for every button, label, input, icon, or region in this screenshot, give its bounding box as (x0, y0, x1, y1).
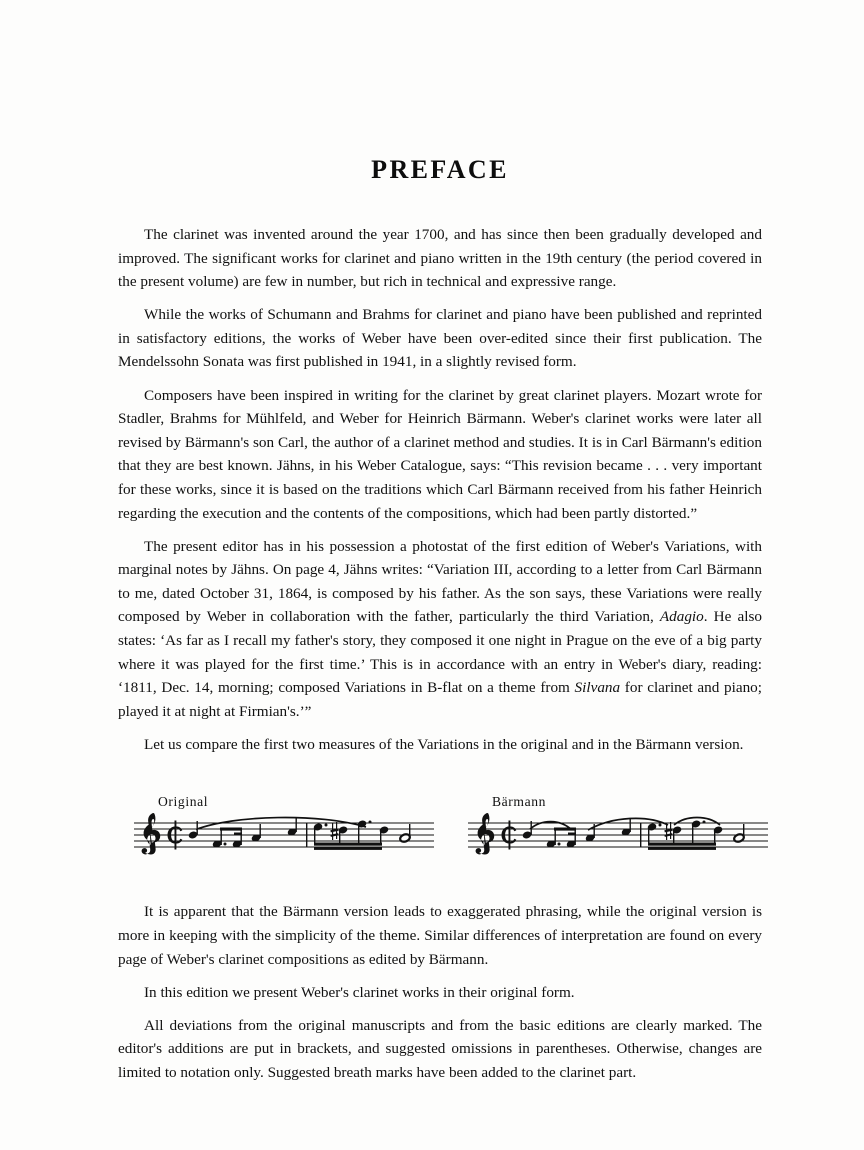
barline-1 (640, 823, 641, 847)
music-example-label: Original (158, 794, 209, 810)
paragraph-7: In this edition we present Weber's clarinet works in their original form. (144, 983, 575, 1001)
staff-baermann (468, 813, 768, 857)
paragraph-8: All deviations from the original manuscripts and from the basic editions are clearly marked. The editor's additions are put in brackets, and suggested omissions in parentheses. Otherwise, changes are limited to notation only. Suggested breath marks have been added to the clarinet part. (118, 1016, 762, 1082)
staff-original (134, 813, 434, 857)
paragraph-5: Let us compare the first two measures of the Variations in the original and in the Bärmann version. (144, 735, 744, 753)
page-content (118, 0, 762, 1094)
paragraph-3: Composers have been inspired in writing for the clarinet by great clarinet players. Mozart wrote for Stadler, Brahms for Mühlfeld, and Weber for Heinrich Bärmann. Weber's clarinet works were later all revised by Bärmann's son Carl, the author of a clarinet method and studies. It is in Carl Bärmann's edition that they are best known. Jähns, in his Weber Catalogue, says: “This revision became . . . very important for these works, since it is based on the traditions which Carl Bärmann received from his father Heinrich regarding the execution and the contents of the compositions, which had been partly distorted.” (118, 386, 762, 522)
half-note (733, 824, 745, 843)
measure-1b-notes (287, 818, 298, 837)
paragraph-1: The clarinet was invented around the year 1700, and has since then been gradually developed and improved. The significant works for clarinet and piano written in the 19th century (the period covered in the present volume) are few in number, but rich in technical and expressive range. (118, 226, 762, 291)
sharp-accidental (330, 822, 338, 840)
paragraph-6: It is apparent that the Bärmann version leads to exaggerated phrasing, while the original version is more in keeping with the simplicity of the theme. Similar differences of interpretation are found on every page of Weber's clarinet compositions as edited by Bärmann. (118, 903, 762, 968)
work-title: Adagio (659, 608, 704, 626)
music-example-baermann (468, 794, 768, 857)
paragraph-2: While the works of Schumann and Brahms for clarinet and piano have been published and reprinted in satisfactory editions, the works of Weber have been over-edited since their first publication. The Mendelssohn Sonata was first published in 1941, in a slightly revised form. (118, 306, 762, 371)
half-note (399, 824, 411, 843)
barline-1 (306, 823, 307, 847)
treble-clef-icon (476, 813, 495, 855)
music-example-label: Bärmann (492, 794, 547, 810)
treble-clef-icon (142, 813, 161, 855)
paragraph-4: The present editor has in his possession a photostat of the first edition of Weber's Variations, with marginal notes by Jähns. On page 4, Jähns writes: “Variation III, according to a letter from Carl Bärmann to me, dated October 31, 1864, is composed by his father. As the son says, these Variations were really composed by Weber in collaboration with the father, particularly the third Variation, Adagio. He also states: ‘As far as I recall my father's story, they composed it one night in Prague on the eve of a big party where it was played for the first time.’ This is in accordance with an entry in Weber's diary, reading: ‘1811, Dec. 14, morning; composed Variations in B-flat on a theme from Silvana for clarinet and piano; played it at night at Firmian's.’” (118, 537, 762, 720)
measure-1b-notes (621, 818, 632, 837)
music-example-original (134, 794, 434, 857)
page-title: PREFACE (371, 155, 509, 184)
staff-svg-original (134, 813, 434, 857)
staff-svg-baermann (468, 813, 768, 857)
slur-short-2 (588, 819, 668, 831)
music-examples-block (118, 794, 762, 880)
work-title: Silvana (574, 679, 621, 697)
